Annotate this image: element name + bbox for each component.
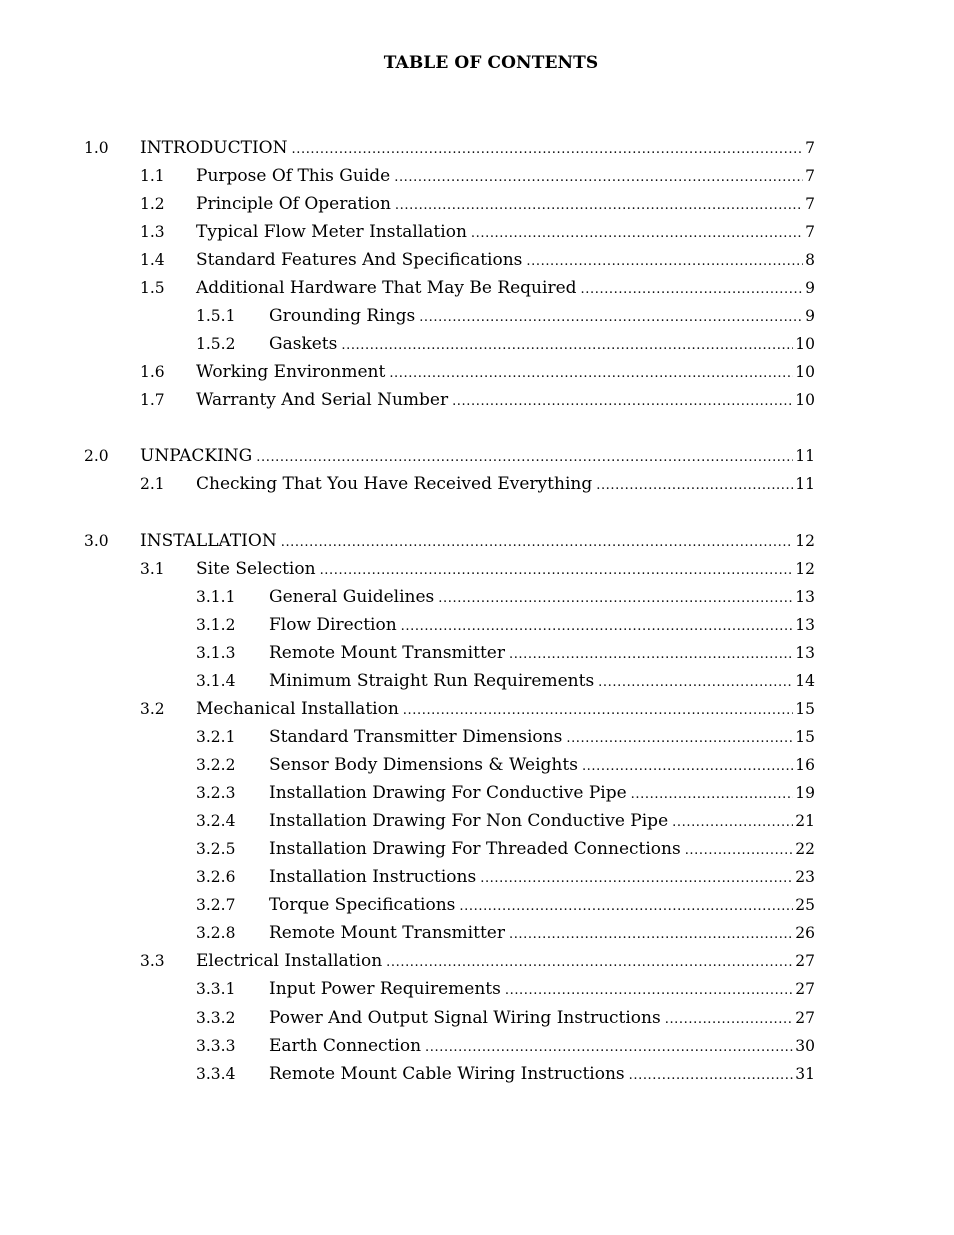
toc-entry-number: 3.1.3 [196,644,236,662]
dot-leader [566,727,793,751]
toc-entry-title: Standard Transmitter Dimensions [269,727,563,747]
toc-entry [0,1062,815,1086]
toc-entry-page-number: 13 [795,644,815,662]
toc-entry-number: 1.2 [140,195,165,213]
toc-entry-number: 1.5.1 [196,307,236,325]
toc-entry-title: Power And Output Signal Wiring Instructions [269,1008,661,1028]
dot-leader [582,755,793,779]
toc-entry-number: 1.3 [140,223,165,241]
toc-entry-number: 3.1.2 [196,616,236,634]
toc-entry-title: INTRODUCTION [140,138,288,158]
toc-entry-page-number: 25 [795,896,815,914]
toc-entry-title: Sensor Body Dimensions & Weights [269,755,578,775]
toc-entry-page-number: 14 [795,672,815,690]
toc-entry [0,641,815,665]
toc-entry-number: 1.6 [140,363,165,381]
toc-entry [0,893,815,917]
dot-leader [403,699,793,723]
dot-leader [672,811,793,835]
toc-entry-page-number: 31 [795,1065,815,1083]
toc-entry-title: UNPACKING [140,446,253,466]
toc-entry-page-number: 7 [805,195,815,213]
toc-entry-number: 1.7 [140,391,165,409]
toc-entry [0,725,815,749]
toc-entry-number: 3.1.1 [196,588,236,606]
toc-entry-title: Working Environment [196,362,386,382]
toc-entry [0,248,815,272]
toc-entry-title: Installation Drawing For Conductive Pipe [269,783,627,803]
toc-entry-page-number: 10 [795,391,815,409]
toc-entry [0,949,815,973]
toc-entry-number: 3.2.6 [196,868,236,886]
toc-entry-page-number: 13 [795,616,815,634]
toc-entry-title: Checking That You Have Received Everything [196,474,593,494]
toc-entry-page-number: 12 [795,532,815,550]
toc-entry-title: Typical Flow Meter Installation [196,222,467,242]
toc-entry-page-number: 23 [795,868,815,886]
toc-entry [0,360,815,384]
dot-leader [452,390,793,414]
toc-entry-page-number: 10 [795,363,815,381]
toc-entry [0,136,815,160]
dot-leader [509,643,793,667]
dot-leader [341,334,793,358]
toc-entry-title: Input Power Requirements [269,979,501,999]
toc-entry-number: 3.3 [140,952,165,970]
toc-entry-number: 3.2.2 [196,756,236,774]
toc-entry-page-number: 10 [795,335,815,353]
toc-entry [0,921,815,945]
dot-leader [526,250,803,274]
dot-leader [256,446,793,470]
dot-leader [665,1008,794,1032]
toc-entry-title: Installation Drawing For Threaded Connections [269,839,681,859]
toc-entry-number: 1.5 [140,279,165,297]
dot-leader [459,895,793,919]
toc-entry-title: Installation Instructions [269,867,477,887]
toc-entry [0,809,815,833]
toc-entry [0,1034,815,1058]
toc-entry-page-number: 27 [795,952,815,970]
dot-leader [425,1036,793,1060]
dot-leader [685,839,794,863]
toc-entry-page-number: 16 [795,756,815,774]
dot-leader [509,923,793,947]
toc-entry-title: Remote Mount Cable Wiring Instructions [269,1064,625,1084]
toc-entry-title: Torque Specifications [269,895,456,915]
page-title: TABLE OF CONTENTS [383,53,599,73]
dot-leader [629,1064,794,1088]
toc-entry [0,332,815,356]
toc-entry [0,276,815,300]
toc-entry [0,697,815,721]
toc-entry-page-number: 19 [795,784,815,802]
toc-entry-number: 2.1 [140,475,165,493]
toc-entry-title: Additional Hardware That May Be Required [196,278,577,298]
toc-entry-number: 3.3.1 [196,980,236,998]
dot-leader [471,222,803,246]
dot-leader [281,531,794,555]
toc-entry [0,444,815,468]
toc-entry [0,837,815,861]
toc-entry [0,164,815,188]
toc-entry-number: 3.0 [84,532,109,550]
dot-leader [389,362,793,386]
toc-entry-number: 3.3.2 [196,1009,236,1027]
toc-entry-number: 3.3.3 [196,1037,236,1055]
toc-entry [0,1006,815,1030]
toc-entry-page-number: 27 [795,1009,815,1027]
toc-entry-title: Installation Drawing For Non Conductive Pipe [269,811,669,831]
toc-entry-title: Site Selection [196,559,316,579]
toc-entry [0,977,815,1001]
toc-entry-title: Flow Direction [269,615,397,635]
toc-entry [0,557,815,581]
dot-leader [401,615,794,639]
toc-entry-title: Remote Mount Transmitter [269,643,505,663]
toc-entry-number: 3.2.4 [196,812,236,830]
toc-entry-title: INSTALLATION [140,531,277,551]
toc-entry-page-number: 8 [805,251,815,269]
toc-entry-page-number: 26 [795,924,815,942]
dot-leader [505,979,793,1003]
dot-leader [394,166,803,190]
toc-entry-title: Minimum Straight Run Requirements [269,671,595,691]
toc-entry-title: Mechanical Installation [196,699,399,719]
toc-entry [0,669,815,693]
toc-entry-page-number: 9 [805,279,815,297]
toc-entry-number: 3.2.5 [196,840,236,858]
toc-entry [0,472,815,496]
toc-entry-title: Remote Mount Transmitter [269,923,505,943]
dot-leader [596,474,793,498]
toc-entry [0,781,815,805]
toc-entry-title: Grounding Rings [269,306,416,326]
toc-entry-title: Warranty And Serial Number [196,390,449,410]
toc-entry [0,304,815,328]
toc-entry-title: Standard Features And Specifications [196,250,523,270]
toc-entry [0,388,815,412]
toc-entry-number: 3.3.4 [196,1065,236,1083]
toc-entry-number: 3.2.7 [196,896,236,914]
toc-entry [0,220,815,244]
toc-entry-title: General Guidelines [269,587,435,607]
toc-entry-title: Electrical Installation [196,951,383,971]
toc-entry-number: 1.5.2 [196,335,236,353]
toc-entry-page-number: 13 [795,588,815,606]
toc-entry-page-number: 7 [805,223,815,241]
toc-entry-page-number: 9 [805,307,815,325]
dot-leader [320,559,794,583]
toc-entry-title: Gaskets [269,334,338,354]
dot-leader [438,587,793,611]
toc-entry [0,529,815,553]
toc-entry-page-number: 7 [805,167,815,185]
toc-entry-title: Purpose Of This Guide [196,166,391,186]
toc-entry-page-number: 15 [795,700,815,718]
toc-entry-page-number: 27 [795,980,815,998]
toc-entry [0,865,815,889]
dot-leader [395,194,803,218]
toc-entry-page-number: 30 [795,1037,815,1055]
dot-leader [480,867,793,891]
toc-entry-number: 3.2.1 [196,728,236,746]
toc-entry-page-number: 21 [795,812,815,830]
toc-entry-page-number: 22 [795,840,815,858]
dot-leader [419,306,803,330]
toc-entry-number: 3.1.4 [196,672,236,690]
dot-leader [631,783,794,807]
dot-leader [386,951,793,975]
toc-entry [0,585,815,609]
toc-entry-number: 1.4 [140,251,165,269]
toc-entry-number: 3.2.3 [196,784,236,802]
toc-entry-page-number: 15 [795,728,815,746]
dot-leader [598,671,793,695]
toc-entry-number: 1.0 [84,139,109,157]
dot-leader [292,138,804,162]
toc-entry-number: 2.0 [84,447,109,465]
toc-entry-title: Earth Connection [269,1036,422,1056]
toc-entry [0,192,815,216]
toc-entry-number: 3.2.8 [196,924,236,942]
toc-entry [0,613,815,637]
dot-leader [581,278,804,302]
toc-entry-number: 3.2 [140,700,165,718]
toc-entry-page-number: 11 [795,447,815,465]
toc-entry-page-number: 12 [795,560,815,578]
toc-entry-number: 3.1 [140,560,165,578]
toc-entry-page-number: 7 [805,139,815,157]
toc-entry-number: 1.1 [140,167,165,185]
toc-entry-page-number: 11 [795,475,815,493]
toc-entry-title: Principle Of Operation [196,194,391,214]
toc-entry [0,753,815,777]
